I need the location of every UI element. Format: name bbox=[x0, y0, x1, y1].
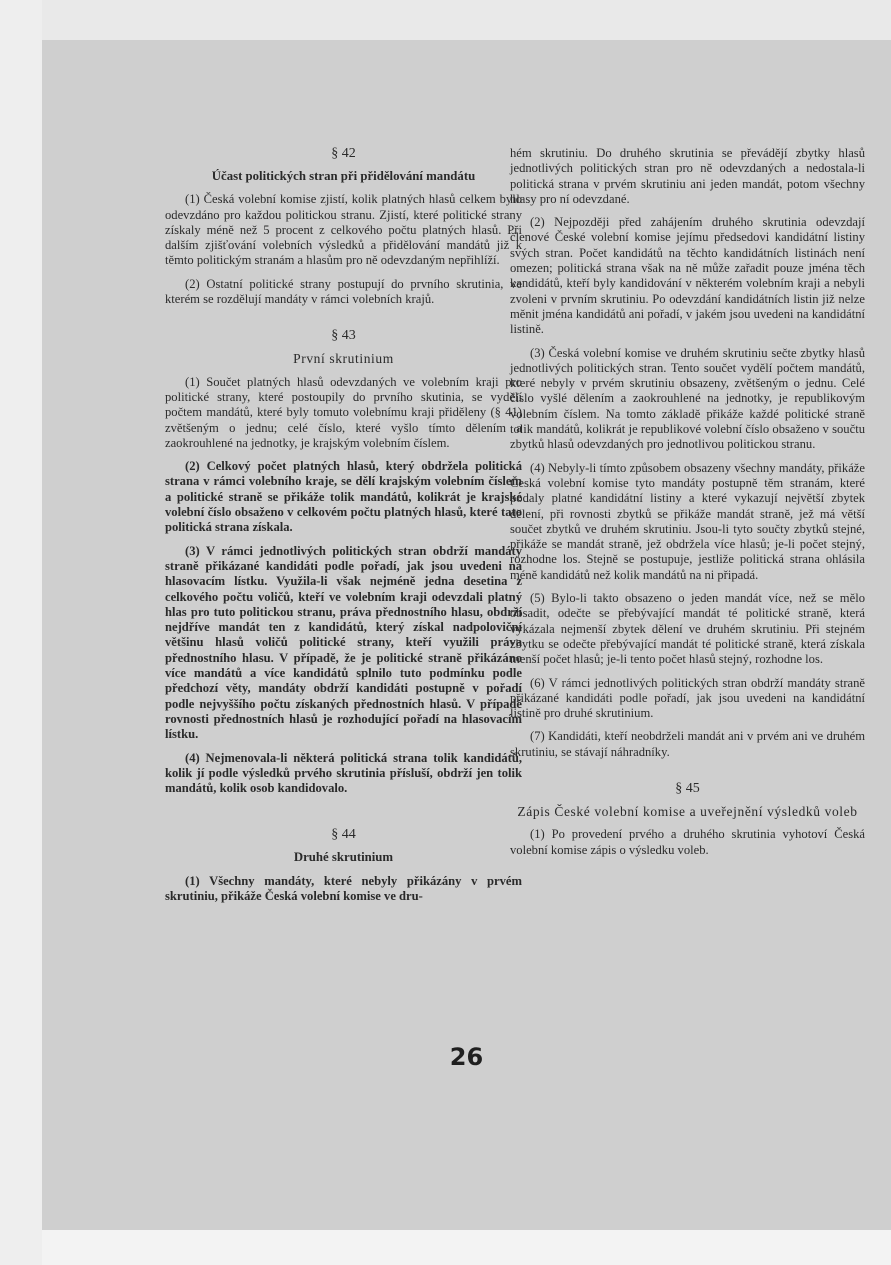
section-title-45: Zápis České volební komise a uveřejnění výsledků voleb bbox=[517, 803, 858, 819]
paragraph-43-4: (4) Nejmenovala-li některá politická strana tolik kandidátů, kolik jí podle výsledků prvého skrutinia přísluší, obdrží jen tolik mandátů, kolik osob kandidovalo. bbox=[165, 750, 522, 796]
section-heading-42: § 42 bbox=[331, 146, 356, 161]
spacer bbox=[510, 768, 865, 780]
document-page bbox=[42, 40, 891, 1230]
spacer bbox=[165, 315, 522, 327]
paragraph-44-2: (2) Nejpozději před zahájením druhého skrutinia odevzdají členové České volební komise jejímu předsedovi kandidátní listiny svých stran. Počet kandidátů na těchto kandidátních listinách není omezen; politická strana však na ně může zařadit pouze jména těch kandidátů, kteří byly kandidování v některém volebním kraji a nebyli zvoleni v prvním skrutiniu. Po odevzdání kandidátních listin již nelze měnit jména kandidátů ani pořadí, v jakém jsou uvedeni na kandidátní listině. bbox=[510, 215, 865, 337]
paragraph-43-2: (2) Celkový počet platných hlasů, který obdržela politická strana v rámci volebního kraje, se dělí krajským volebním číslem a politické straně se přikáže tolik mandátů, kolikrát je krajské volební číslo obsaženo v celkovém počtu platných hlasů, které tato politická strana získala. bbox=[165, 459, 522, 535]
paragraph-44-3: (3) Česká volební komise ve druhém skrutiniu sečte zbytky hlasů jednotlivých politických stran. Tento součet vydělí počtem mandátů, které nebyly v prvém skrutiniu obsazeny, zvětšeným o jednu. Celé číslo vyšlé dělením a zaokrouhlené na jednotky, je republikovým volebním číslem. Na tomto základě přikáže každé politické straně tolik mandátů, kolikrát je republikové volební číslo obsaženo v součtu zbytků hlasů odevzdaných pro jednotlivou politickou stranu. bbox=[510, 345, 865, 452]
section-title-42: Účast politických stran při přidělování mandátu bbox=[211, 169, 476, 183]
page-number: 26 bbox=[449, 1043, 484, 1071]
paragraph-44-5: (5) Bylo-li takto obsazeno o jeden mandát více, než se mělo obsadit, odečte se přebývající mandát té politické straně, která vykázala nejmenší zbytek dělení ve druhém skrutiniu. Při stejném zbytku se odečte přebývající mandát té politické straně, která získala menší počet hlasů; je-li tento počet hlasů stejný, rozhodne los. bbox=[510, 591, 865, 667]
paragraph-42-2: (2) Ostatní politické strany postupují do prvního skrutinia, ve kterém se rozdělují mandáty v rámci volebních krajů. bbox=[165, 276, 522, 307]
paragraph-42-1: (1) Česká volební komise zjistí, kolik platných hlasů celkem bylo odevzdáno pro každou politickou stranu. Zjistí, které politické strany získaly méně než 5 procent z celkového počtu platných hlasů. Při dalším zjišťování volebních výsledků a přidělování mandátů již k těmto politickým stranám a hlasům pro ně odevzdaným nepřihlíží. bbox=[165, 192, 522, 268]
section-heading-45: § 45 bbox=[675, 780, 700, 796]
paragraph-44-1: (1) Všechny mandáty, které nebyly přikázány v prvém skrutiniu, přikáže Česká volební komise ve dru- bbox=[165, 873, 522, 903]
paragraph-44-6: (6) V rámci jednotlivých politických stran obdrží mandáty straně přikázané kandidáti podle pořadí, jak jsou uvedeni na kandidátní listině pro druhé skrutinium. bbox=[510, 675, 865, 721]
paragraph-43-3: (3) V rámci jednotlivých politických stran obdrží mandáty straně přikázané kandidáti podle pořadí, jak jsou uvedeni na hlasovacím lístku. Využila-li však nejméně jedna desetina z celkového počtu voličů, kteří ve volebním kraji odevzdali platný hlas pro tuto politickou stranu, práva přednostního hlasu, obdrží nejdříve mandát ten z kandidátů, který získal nadpoloviční většinu hlasů voličů politické strany, kteří využili práva přednostního hlasu. V případě, že je politické straně přikázáno více mandátů a více kandidátů splnilo tuto podmínku podle předchozí věty, mandáty obdrží kandidáti postupně v pořadí podle nejvyššího počtu získaných přednostních hlasů. V případě rovnosti přednostních hlasů je rozhodující pořadí na hlasovacím lístku. bbox=[165, 543, 522, 742]
section-title-44: Druhé skrutinium bbox=[293, 850, 394, 865]
paragraph-43-1: (1) Součet platných hlasů odevzdaných ve volebním kraji pro politické strany, které postoupily do prvního skutinia, se vydělí počtem mandátů, které byly tomuto volebnímu kraji přiděleny (§ 41) zvětšeným o jednu; celé číslo, které vyšlo tímto dělením a zaokrouhlené na jednotky, je krajským volebním číslem. bbox=[165, 374, 522, 450]
left-column bbox=[165, 145, 522, 912]
section-heading-44: § 44 bbox=[331, 827, 356, 843]
spacer bbox=[165, 804, 522, 826]
paragraph-44-7: (7) Kandidáti, kteří neobdrželi mandát ani v prvém ani ve druhém skrutiniu, se stávají náhradníky. bbox=[510, 729, 865, 759]
right-column bbox=[510, 146, 865, 866]
paragraph-45-1: (1) Po provedení prvého a druhého skrutinia vyhotoví Česká volební komise zápis o výsledku voleb. bbox=[510, 827, 865, 857]
scan-border-top bbox=[0, 0, 891, 40]
section-heading-43: § 43 bbox=[331, 328, 356, 344]
scan-border-left bbox=[0, 0, 42, 1265]
section-title-43: První skrutinium bbox=[293, 351, 394, 367]
paragraph-44-1-continued: hém skrutiniu. Do druhého skrutinia se převádějí zbytky hlasů jednotlivých politických stran pro ně odevzdaných a nedostala-li politická strana v prvém skrutiniu ani jeden mandát, potom všechny hlasy pro ní odevzdané. bbox=[510, 146, 865, 206]
paragraph-44-4: (4) Nebyly-li tímto způsobem obsazeny všechny mandáty, přikáže Česká volební komise tyto mandáty postupně těm stranám, které podaly platné kandidátní listiny a které vykazují největší zbytek dělení, při rovnosti zbytků se přikáže mandát straně, jež má větší součet zbytků ve druhém skrutiniu. Jsou-li tyto součty zbytků stejné, přikáže se mandát straně, jež obdržela více hlasů; je-li počet stejný, rozhodne los. Stejně se postupuje, jestliže politická strana ohlásila méně kandidátů než kolik mandátů na ni připadá. bbox=[510, 460, 865, 582]
